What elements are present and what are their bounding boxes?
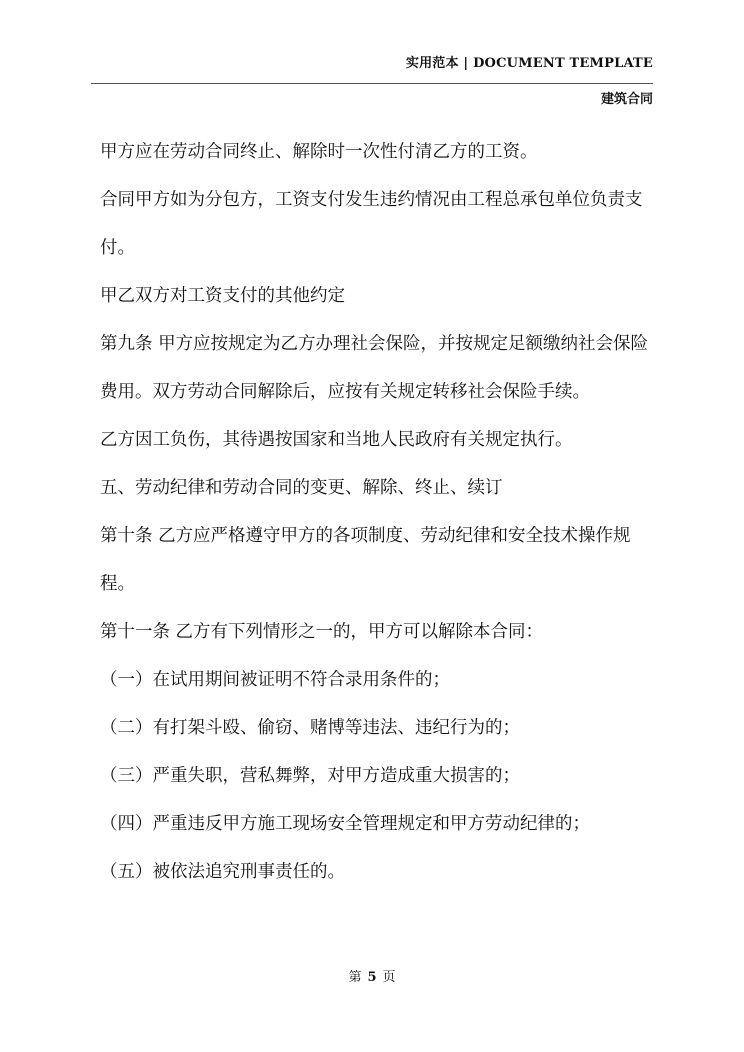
header-divider xyxy=(91,83,653,84)
paragraph-other-agreements: 甲乙双方对工资支付的其他约定 xyxy=(100,286,345,306)
header-title: 实用范本 | DOCUMENT TEMPLATE xyxy=(405,56,653,71)
paragraph-article-11: 第十一条 乙方有下列情形之一的，甲方可以解除本合同： xyxy=(100,622,544,642)
paragraph-work-injury: 乙方因工负伤，其待遇按国家和当地人民政府有关规定执行。 xyxy=(100,430,573,450)
paragraph-wage-settlement: 甲方应在劳动合同终止、解除时一次性付清乙方的工资。 xyxy=(100,142,538,162)
paragraph-subcontractor-liability: 合同甲方如为分包方，工资支付发生违约情况由工程总承包单位负责支付。 xyxy=(100,190,643,258)
footer-prefix: 第 xyxy=(348,970,362,985)
list-item-1: （一）在试用期间被证明不符合录用条件的； xyxy=(100,670,450,690)
list-item-3: （三）严重失职，营私舞弊，对甲方造成重大损害的； xyxy=(100,766,520,786)
page-number: 5 xyxy=(367,970,377,985)
section-heading-5: 五、劳动纪律和劳动合同的变更、解除、终止、续订 xyxy=(100,478,503,498)
paragraph-article-10: 第十条 乙方应严格遵守甲方的各项制度、劳动纪律和安全技术操作规程。 xyxy=(100,526,631,594)
paragraph-article-9: 第九条 甲方应按规定为乙方办理社会保险，并按规定足额缴纳社会保险费用。双方劳动合同解除后，应按有关规定转移社会保险手续。 xyxy=(100,334,649,402)
page-footer xyxy=(0,966,744,985)
footer-suffix: 页 xyxy=(382,970,396,985)
header-subtitle: 建筑合同 xyxy=(600,92,653,107)
list-item-5: （五）被依法追究刑事责任的。 xyxy=(100,862,345,882)
list-item-4: （四）严重违反甲方施工现场安全管理规定和甲方劳动纪律的； xyxy=(100,814,590,834)
document-body xyxy=(100,140,660,908)
list-item-2: （二）有打架斗殴、偷窃、赌博等违法、违纪行为的； xyxy=(100,718,520,738)
